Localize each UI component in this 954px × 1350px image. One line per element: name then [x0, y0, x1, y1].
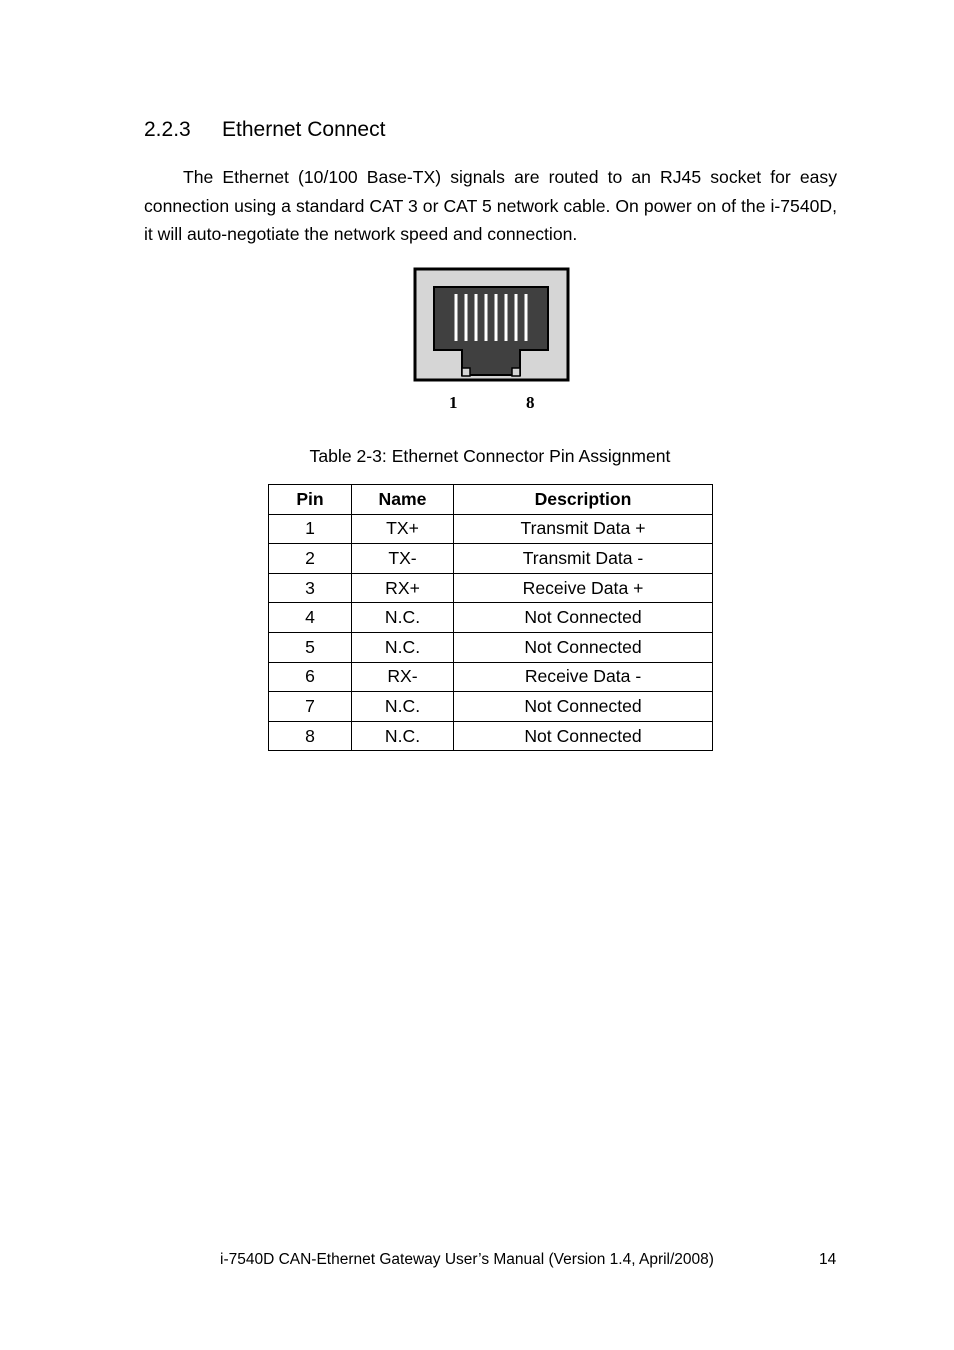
pin-assignment-table — [268, 484, 713, 751]
cell-name: TX+ — [352, 514, 454, 544]
cell-name: N.C. — [352, 632, 454, 662]
cell-name: N.C. — [352, 721, 454, 751]
table-header-row — [269, 485, 713, 515]
cell-pin: 7 — [269, 692, 352, 722]
section-title: Ethernet Connect — [222, 118, 386, 141]
cell-pin: 4 — [269, 603, 352, 633]
cell-description: Not Connected — [454, 603, 713, 633]
cell-name: RX+ — [352, 573, 454, 603]
cell-pin: 3 — [269, 573, 352, 603]
header-pin: Pin — [269, 485, 352, 515]
table-caption: Table 2-3: Ethernet Connector Pin Assignment — [309, 446, 671, 466]
pin-label-8: 8 — [526, 393, 535, 412]
table-row — [269, 573, 713, 603]
cell-description: Not Connected — [454, 721, 713, 751]
section-heading — [144, 118, 385, 142]
table-row — [269, 632, 713, 662]
table-row — [269, 514, 713, 544]
cell-pin: 2 — [269, 544, 352, 574]
table-row — [269, 692, 713, 722]
section-number: 2.2.3 — [144, 118, 191, 141]
cell-description: Receive Data - — [454, 662, 713, 692]
cell-pin: 8 — [269, 721, 352, 751]
cell-description: Transmit Data - — [454, 544, 713, 574]
footer-page-number: 14 — [819, 1251, 837, 1268]
intro-paragraph: The Ethernet (10/100 Base-TX) signals are routed to an RJ45 socket for easy connection using a standard CAT 3 or CAT 5 network cable. On power on of the i-7540D, it will auto-negotiate the network speed and connection. — [144, 167, 837, 245]
table-row — [269, 544, 713, 574]
connector-latch-left — [462, 368, 470, 376]
cell-name: RX- — [352, 662, 454, 692]
cell-description: Receive Data + — [454, 573, 713, 603]
cell-name: N.C. — [352, 692, 454, 722]
cell-description: Not Connected — [454, 632, 713, 662]
table-row — [269, 603, 713, 633]
cell-name: N.C. — [352, 603, 454, 633]
connector-latch-right — [512, 368, 520, 376]
cell-description: Not Connected — [454, 692, 713, 722]
table-row — [269, 662, 713, 692]
pin-label-1: 1 — [449, 393, 458, 412]
rj45-connector-diagram — [410, 264, 576, 414]
footer-manual-title: i-7540D CAN-Ethernet Gateway User’s Manual (Version 1.4, April/2008) — [220, 1251, 714, 1268]
cell-pin: 1 — [269, 514, 352, 544]
table-row — [269, 721, 713, 751]
header-description: Description — [454, 485, 713, 515]
cell-pin: 5 — [269, 632, 352, 662]
cell-name: TX- — [352, 544, 454, 574]
header-name: Name — [352, 485, 454, 515]
cell-description: Transmit Data + — [454, 514, 713, 544]
cell-pin: 6 — [269, 662, 352, 692]
